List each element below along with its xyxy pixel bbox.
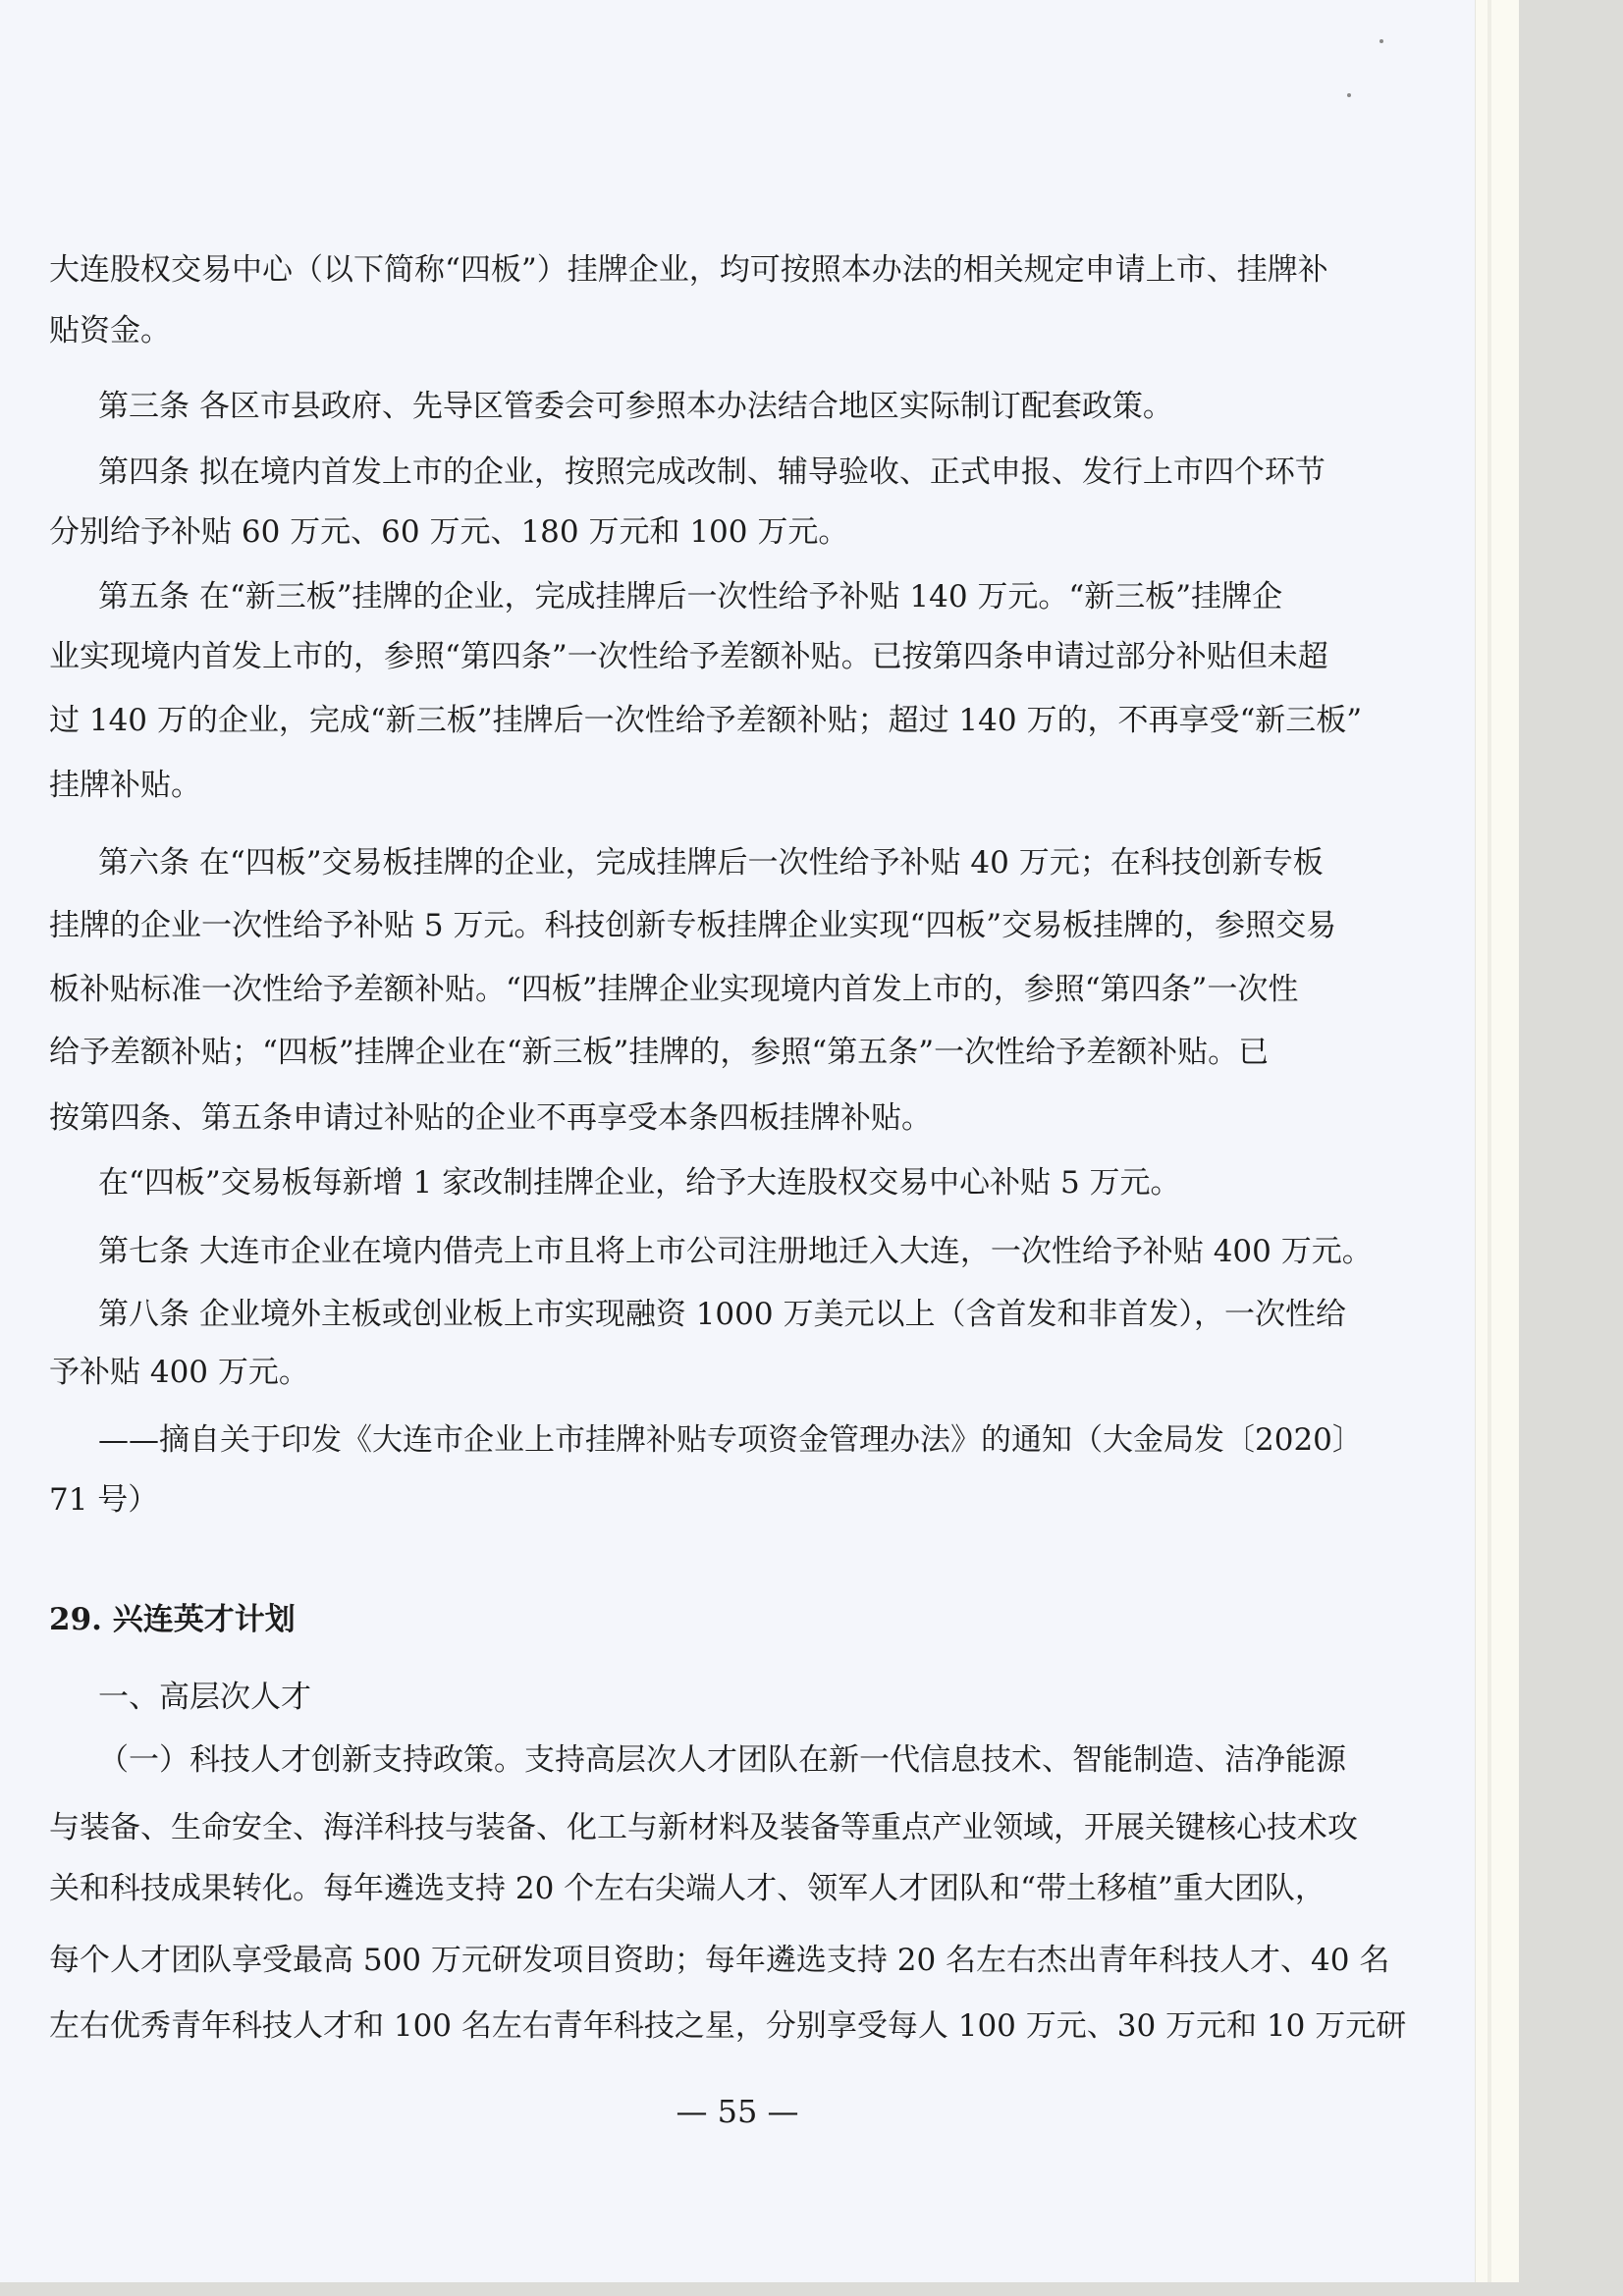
text-line: 贴资金。 (49, 313, 171, 348)
text-line: 第四条 拟在境内首发上市的企业，按照完成改制、辅导验收、正式申报、发行上市四个环节 (98, 454, 1325, 490)
scan-speck (1380, 39, 1383, 43)
paper-edge (1475, 0, 1519, 2282)
section-heading: 29. 兴连英才计划 (49, 1602, 296, 1637)
text-line: 过 140 万的企业，完成“新三板”挂牌后一次性给予差额补贴；超过 140 万的，不再享受“新三板” (49, 703, 1363, 738)
text-line: 每个人才团队享受最高 500 万元研发项目资助；每年遴选支持 20 名左右杰出青年科技人才、40 名 (49, 1943, 1390, 1978)
text-line: 第六条 在“四板”交易板挂牌的企业，完成挂牌后一次性给予补贴 40 万元；在科技创新专板 (98, 845, 1324, 881)
text-line: 挂牌的企业一次性给予补贴 5 万元。科技创新专板挂牌企业实现“四板”交易板挂牌的，参照交易 (49, 908, 1337, 943)
scan-speck (1347, 93, 1351, 97)
text-line: 第八条 企业境外主板或创业板上市实现融资 1000 万美元以上（含首发和非首发），一次性给 (98, 1297, 1346, 1332)
text-line: 第七条 大连市企业在境内借壳上市且将上市公司注册地迁入大连，一次性给予补贴 400 万元。 (98, 1234, 1373, 1269)
text-line: 业实现境内首发上市的，参照“第四条”一次性给予差额补贴。已按第四条申请过部分补贴但未超 (49, 639, 1328, 674)
subsection-heading: 一、高层次人才 (98, 1680, 311, 1715)
text-line: 给予差额补贴；“四板”挂牌企业在“新三板”挂牌的，参照“第五条”一次性给予差额补贴。已 (49, 1035, 1270, 1070)
citation-line: 71 号） (49, 1482, 159, 1518)
text-line: 与装备、生命安全、海洋科技与装备、化工与新材料及装备等重点产业领域，开展关键核心技术攻 (49, 1810, 1358, 1845)
text-line: （一）科技人才创新支持政策。支持高层次人才团队在新一代信息技术、智能制造、洁净能源 (98, 1742, 1346, 1778)
text-line: 关和科技成果转化。每年遴选支持 20 个左右尖端人才、领军人才团队和“带土移植”重大团队， (49, 1871, 1325, 1906)
text-line: 第三条 各区市县政府、先导区管委会可参照本办法结合地区实际制订配套政策。 (98, 389, 1173, 424)
text-line: 第五条 在“新三板”挂牌的企业，完成挂牌后一次性给予补贴 140 万元。“新三板”挂牌企 (98, 579, 1283, 614)
text-line: 分别给予补贴 60 万元、60 万元、180 万元和 100 万元。 (49, 514, 849, 550)
page-number: — 55 — (676, 2093, 799, 2130)
citation-line: ——摘自关于印发《大连市企业上市挂牌补贴专项资金管理办法》的通知（大金局发〔2020〕 (98, 1422, 1363, 1458)
text-line: 挂牌补贴。 (49, 768, 201, 803)
text-line: 予补贴 400 万元。 (49, 1355, 309, 1390)
paper-edge-shadow (1488, 0, 1491, 2282)
text-line: 按第四条、第五条申请过补贴的企业不再享受本条四板挂牌补贴。 (49, 1100, 932, 1136)
text-line: 左右优秀青年科技人才和 100 名左右青年科技之星，分别享受每人 100 万元、30 万元和 10 万元研 (49, 2008, 1407, 2044)
text-line: 大连股权交易中心（以下简称“四板”）挂牌企业，均可按照本办法的相关规定申请上市、挂牌补 (49, 252, 1328, 288)
text-line: 板补贴标准一次性给予差额补贴。“四板”挂牌企业实现境内首发上市的，参照“第四条”一次性 (49, 972, 1299, 1007)
text-line: 在“四板”交易板每新增 1 家改制挂牌企业，给予大连股权交易中心补贴 5 万元。 (98, 1165, 1181, 1201)
